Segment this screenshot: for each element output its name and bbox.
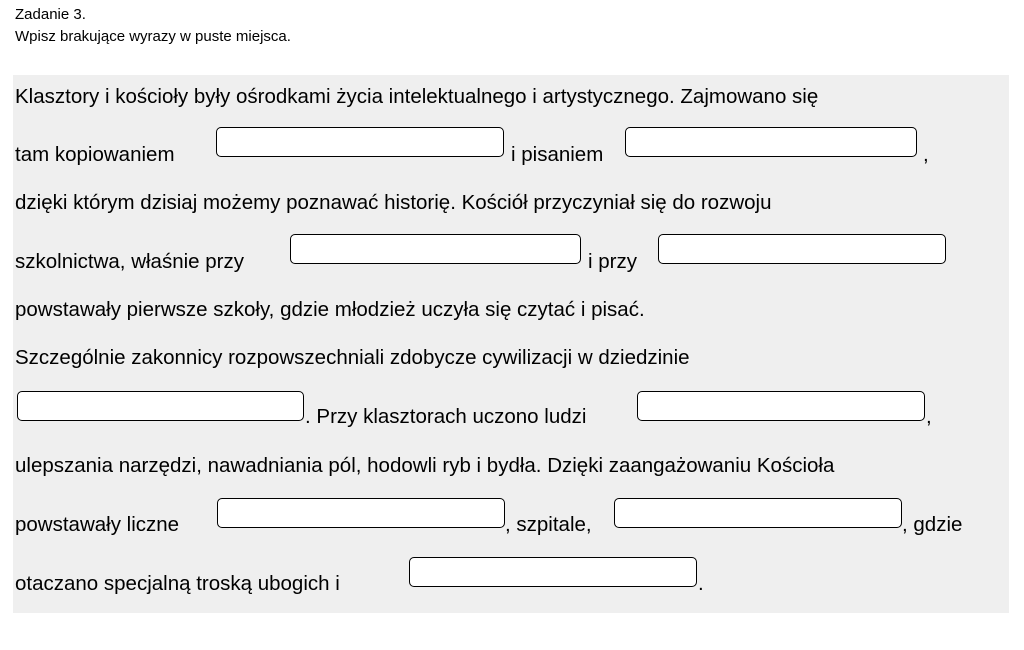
blank-input-3[interactable] <box>290 234 581 264</box>
blank-input-7[interactable] <box>217 498 505 528</box>
text-line-2-b: i pisaniem <box>511 143 604 166</box>
text-line-2-c: , <box>923 143 929 166</box>
text-line-6: Szczególnie zakonnicy rozpowszechniali zdobycze cywilizacji w dziedzinie <box>15 346 690 369</box>
text-line-2-a: tam kopiowaniem <box>15 143 175 166</box>
text-line-1: Klasztory i kościoły były ośrodkami życia intelektualnego i artystycznego. Zajmowano się <box>15 85 819 108</box>
blank-input-6[interactable] <box>637 391 925 421</box>
blank-input-2[interactable] <box>625 127 917 157</box>
blank-input-9[interactable] <box>409 557 697 587</box>
text-line-10-a: otaczano specjalną troską ubogich i <box>15 572 340 595</box>
text-line-4-a: szkolnictwa, właśnie przy <box>15 250 244 273</box>
text-line-10-b: . <box>698 572 704 595</box>
text-line-9-c: , gdzie <box>902 513 963 536</box>
text-line-9-b: , szpitale, <box>505 513 592 536</box>
blank-input-1[interactable] <box>216 127 504 157</box>
text-line-8: ulepszania narzędzi, nawadniania pól, hodowli ryb i bydła. Dzięki zaangażowaniu Kościoła <box>15 454 835 477</box>
blank-input-4[interactable] <box>658 234 946 264</box>
task-title: Zadanie 3. <box>15 6 86 23</box>
text-line-3: dzięki którym dzisiaj możemy poznawać historię. Kościół przyczyniał się do rozwoju <box>15 191 772 214</box>
blank-input-8[interactable] <box>614 498 902 528</box>
text-line-5: powstawały pierwsze szkoły, gdzie młodzież uczyła się czytać i pisać. <box>15 298 645 321</box>
blank-input-5[interactable] <box>17 391 304 421</box>
text-line-4-b: i przy <box>588 250 637 273</box>
task-instruction: Wpisz brakujące wyrazy w puste miejsca. <box>15 28 291 45</box>
task-header <box>15 4 291 48</box>
text-line-7-a: . Przy klasztorach uczono ludzi <box>305 405 587 428</box>
text-line-9-a: powstawały liczne <box>15 513 180 536</box>
text-line-7-b: , <box>926 405 932 428</box>
